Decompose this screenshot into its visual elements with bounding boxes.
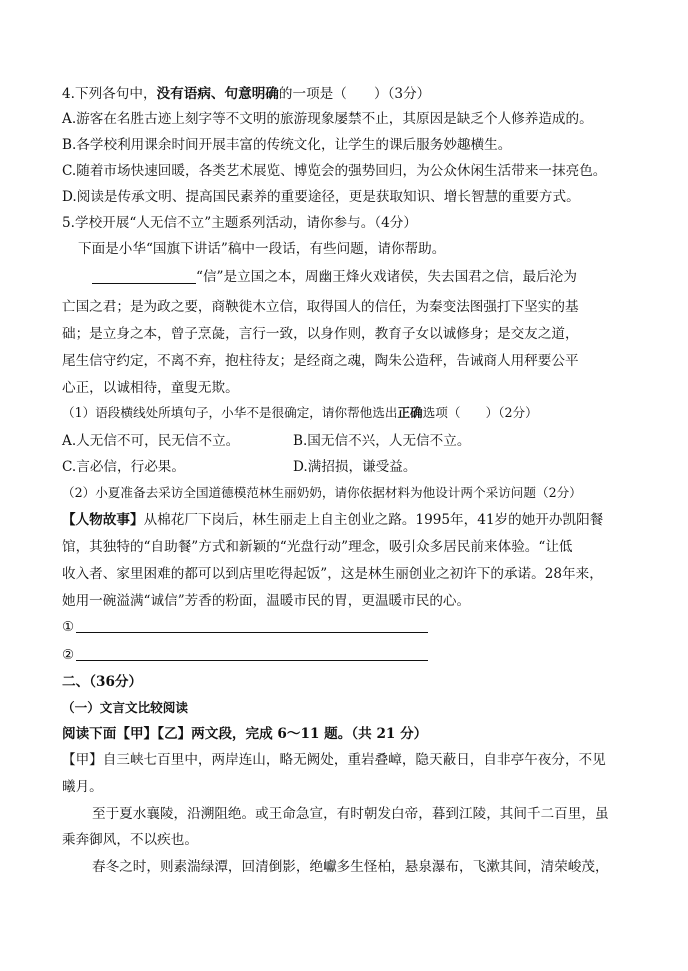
answer-marker-1: ① xyxy=(62,619,75,635)
classical-passage-line-3: 至于夏水襄陵，沿溯阻绝。或王命急宣，有时朝发白帝，暮到江陵，其间千二百里，虽 xyxy=(92,806,609,822)
q5-sub1-suffix: 选项（ ）（2分） xyxy=(422,405,538,420)
q5-story-line-2: 馆，其独特的“自助餐”方式和新颖的“光盘行动”理念，吸引众多居民前来体验。“让低 xyxy=(62,539,573,555)
q5-story-line-3: 收入者、家里困难的都可以到店里吃得起饭”，这是林生丽创业之初许下的承诺。28年来， xyxy=(62,566,603,582)
answer-line-2 xyxy=(76,648,428,661)
q5-option-b: B.国无信不兴，人无信不立。 xyxy=(293,433,471,449)
q4-stem-suffix: 的一项是（ ）（3分） xyxy=(278,86,431,102)
q5-intro: 下面是小华“国旗下讲话”稿中一段话，有些问题，请你帮助。 xyxy=(78,241,446,257)
classical-passage-line-2: 曦月。 xyxy=(62,779,103,795)
classical-passage-line-5: 春冬之时，则素湍绿潭，回清倒影，绝巘多生怪柏，悬泉瀑布，飞漱其间，清荣峻茂， xyxy=(92,859,609,875)
answer-row-1 xyxy=(62,618,632,636)
q5-passage-line-1 xyxy=(92,268,662,286)
classical-passage-line-1: 【甲】自三峡七百里中，两岸连山，略无阙处，重岩叠嶂，隐天蔽日，自非亭午夜分，不见 xyxy=(62,752,606,768)
q5-sub2-stem: （2）小夏准备去采访全国道德模范林生丽奶奶，请你依据材料为他设计两个采访问题（2分） xyxy=(62,485,582,500)
q5-sub1-stem xyxy=(62,404,632,422)
story-label: 【人物故事】 xyxy=(62,512,144,528)
q5-option-a: A.人无信不可，民无信不立。 xyxy=(62,433,240,449)
q4-option-d: D.阅读是传承文明、提高国民素养的重要途径，更是获取知识、增长智慧的重要方式。 xyxy=(62,189,580,205)
story-text: 从棉花厂下岗后，林生丽走上自主创业之路。1995年，41岁的她开办凯阳餐 xyxy=(143,512,604,528)
fill-in-blank xyxy=(92,269,196,284)
q4-option-c: C.随着市场快速回暖，各类艺术展览、博览会的强势回归，为公众休闲生活带来一抹亮色。 xyxy=(62,163,607,179)
q5-stem: 5.学校开展“人无信不立”主题系列活动，请你参与。（4分） xyxy=(62,215,417,231)
q5-passage-line-2: 亡国之君；是为政之要，商鞅徙木立信，取得国人的信任，为秦变法图强打下坚实的基 xyxy=(62,299,579,315)
q5-sub1-prefix: （1）语段横线处所填句子，小华不是很确定，请你帮他选出 xyxy=(62,405,398,420)
q5-option-d: D.满招损，谦受益。 xyxy=(293,459,417,475)
section-heading: 二、（36分） xyxy=(62,674,143,690)
sub-section-heading: （一）文言文比较阅读 xyxy=(62,700,188,715)
q5-sub1-emphasis: 正确 xyxy=(397,405,423,420)
reading-instruction: 阅读下面【甲】【乙】两文段，完成 6～11 题。（共 21 分） xyxy=(62,726,428,742)
q5-passage-line-5: 心正，以诚相待，童叟无欺。 xyxy=(62,380,239,396)
classical-passage-line-4: 乘奔御风，不以疾也。 xyxy=(62,832,198,848)
answer-marker-2: ② xyxy=(62,647,75,663)
q4-stem xyxy=(62,85,632,103)
q5-passage-text: “信”是立国之本，周幽王烽火戏诸侯，失去国君之信，最后沦为 xyxy=(196,269,577,285)
q5-story-line-4: 她用一碗溢满“诚信”芳香的粉面，温暖市民的胃，更温暖市民的心。 xyxy=(62,593,471,609)
answer-line-1 xyxy=(76,620,428,633)
q5-passage-line-4: 尾生信守约定，不离不弃，抱柱待友；是经商之魂，陶朱公造秤，告诫商人用秤要公平 xyxy=(62,353,579,369)
q4-stem-prefix: 4.下列各句中， xyxy=(62,86,157,102)
q5-option-c: C.言必信，行必果。 xyxy=(62,459,185,475)
q5-story-line-1 xyxy=(62,511,632,529)
q4-option-a: A.游客在名胜古迹上刻字等不文明的旅游现象屡禁不止，其原因是缺乏个人修养造成的。 xyxy=(62,111,593,127)
q5-passage-line-3: 础；是立身之本，曾子烹彘，言行一致，以身作则，教育子女以诚修身；是交友之道， xyxy=(62,326,579,342)
answer-row-2 xyxy=(62,646,632,664)
q4-option-b: B.各学校利用课余时间开展丰富的传统文化，让学生的课后服务妙趣横生。 xyxy=(62,137,512,153)
q4-stem-emphasis: 没有语病、句意明确 xyxy=(156,86,279,102)
